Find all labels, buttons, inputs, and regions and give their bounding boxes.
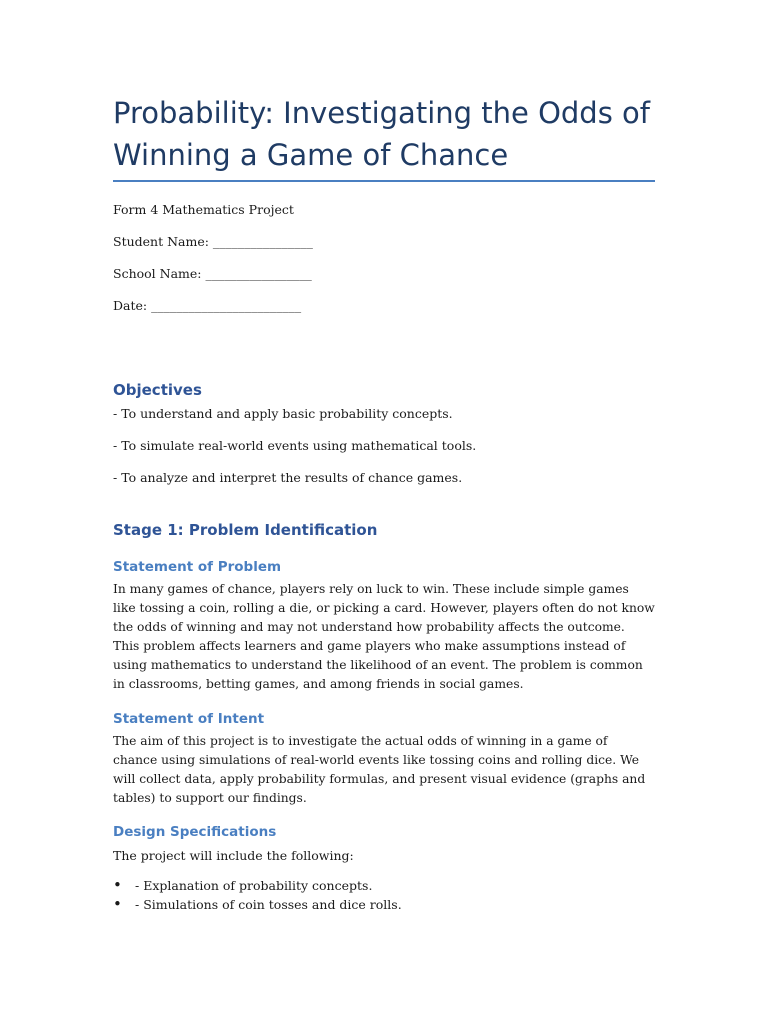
school-name-field: School Name: _________________ bbox=[113, 266, 312, 281]
document-title: Probability: Investigating the Odds of Winning a Game of Chance bbox=[113, 96, 650, 172]
list-item bbox=[113, 895, 655, 914]
problem-heading: Statement of Problem bbox=[113, 559, 282, 575]
student-name-field: Student Name: ________________ bbox=[113, 234, 313, 249]
design-list bbox=[113, 876, 655, 914]
objective-item-1: - To understand and apply basic probability concepts. bbox=[113, 406, 453, 421]
design-intro: The project will include the following: bbox=[113, 848, 354, 863]
design-item-text: - Explanation of probability concepts. bbox=[135, 878, 373, 893]
design-item-text: - Simulations of coin tosses and dice rolls. bbox=[135, 897, 402, 912]
intent-paragraph: The aim of this project is to investigate the actual odds of winning in a game of chance using simulations of real-world events like tossing coins and rolling dice. We will collect data, apply probability formulas, and present visual evidence (graphs and tables) to support our findings. bbox=[113, 734, 646, 805]
bullet-icon: • bbox=[113, 895, 122, 913]
bullet-icon: • bbox=[113, 876, 122, 894]
problem-paragraph: In many games of chance, players rely on luck to win. These include simple games like tossing a coin, rolling a die, or picking a card. However, players often do not know the odds of winning and may not understand how probability affects the outcome. This problem affects learners and game players who make assumptions instead of using mathematics to understand the likelihood of an event. The problem is common in classrooms, betting games, and among friends in social games. bbox=[113, 582, 655, 691]
design-heading: Design Specifications bbox=[113, 824, 277, 840]
intent-heading: Statement of Intent bbox=[113, 711, 265, 727]
title-underline bbox=[113, 180, 655, 182]
objective-item-3: - To analyze and interpret the results of chance games. bbox=[113, 470, 463, 485]
stage1-heading: Stage 1: Problem Identification bbox=[113, 521, 378, 539]
list-item bbox=[113, 876, 655, 895]
objective-item-2: - To simulate real-world events using mathematical tools. bbox=[113, 438, 477, 453]
project-subtitle: Form 4 Mathematics Project bbox=[113, 202, 294, 217]
date-field: Date: ________________________ bbox=[113, 298, 302, 313]
objectives-heading: Objectives bbox=[113, 381, 202, 399]
